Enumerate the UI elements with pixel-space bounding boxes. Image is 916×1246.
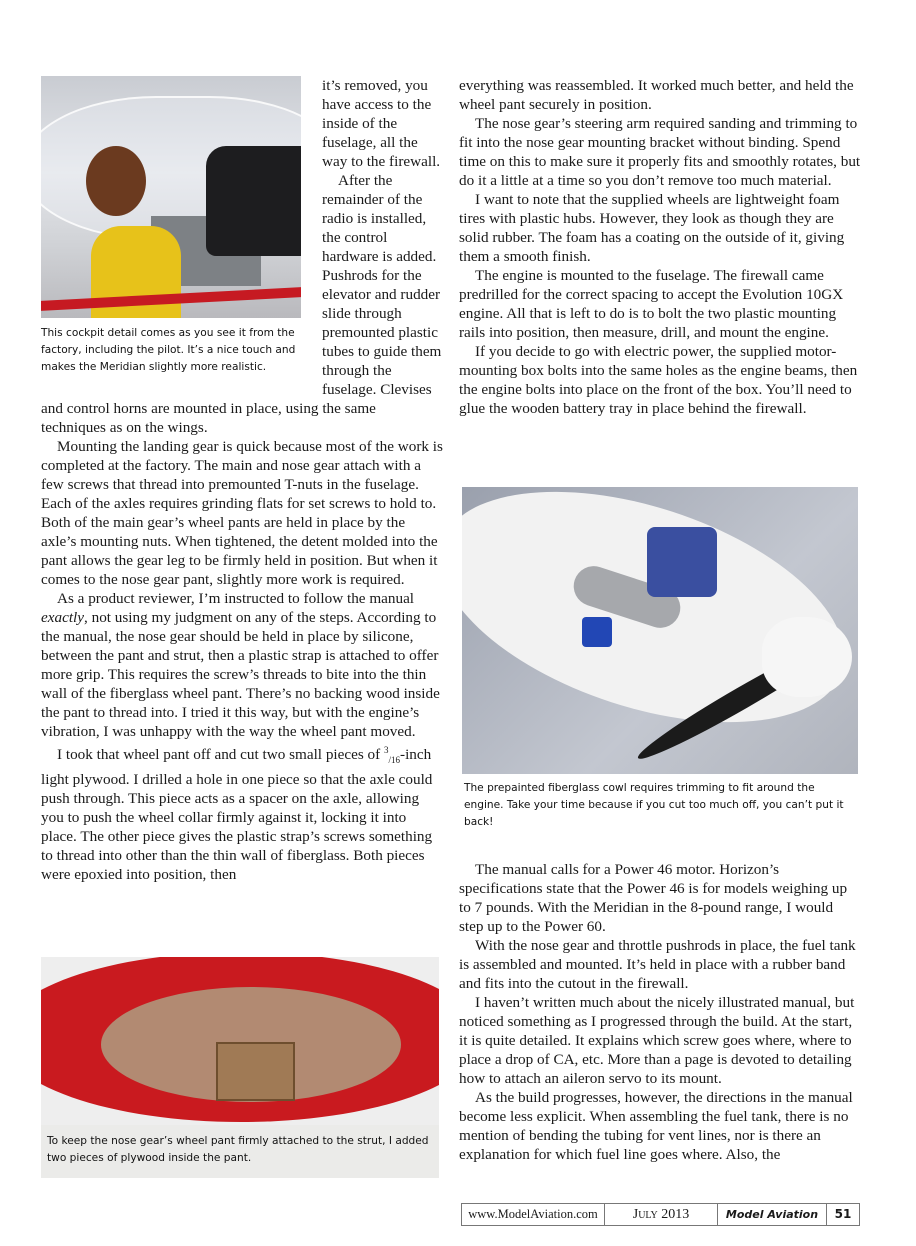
engine-photo (462, 487, 858, 774)
paragraph: it’s removed, you have access to the inside of the fuselage, all the way to the firewall. (322, 77, 441, 170)
paragraph (41, 589, 443, 741)
paragraph: I haven’t written much about the nicely illustrated manual, but noticed something as I progressed through the build. At the start, it is quite detailed. It explains which screw goes where, where to place a drop of CA, etc. More than a page is devoted to detailing how to attach an aileron servo to its mount. (459, 994, 855, 1087)
cockpit-figure (41, 76, 322, 394)
engine-figure (462, 487, 858, 831)
paragraph: With the nose gear and throttle pushrods in place, the fuel tank is assembled and mounted. It’s held in place with a rubber band and fits into the cutout in the firewall. (459, 937, 856, 992)
right-column-lower (459, 860, 861, 1164)
fraction-numerator: 3 (384, 745, 389, 755)
text: , not using my judgment on any of the steps. According to the manual, the nose gear should be held in place by silicone, between the pant and strut, then a plastic strap is attached to offer more grip. This requires the screw’s threads to bite into the thin wall of the fiberglass wheel pant. There’s no backing wood inside the pant to thread into. I tried it this way, but with the engine’s vibration, I was unhappy with the way the wheel pant moved. (41, 609, 440, 740)
text: As a product reviewer, I’m instructed to follow the manual (57, 590, 415, 607)
paragraph: The manual calls for a Power 46 motor. Horizon’s specifications state that the Power 46 is for models weighing up to 7 pounds. With the Meridian in the 8-pound range, I would step up to the Power 60. (459, 861, 848, 935)
paragraph: Mounting the landing gear is quick because most of the work is completed at the factory. The main and nose gear attach with a few screws that thread into premounted T-nuts in the fuselage. Each of the axles requires grinding flats for set screws to hold to. Both of the main gear’s wheel pants are held in place by the axle’s mounting nuts. When tightened, the detent molded into the pant allows the gear leg to be firmly held in position. But when it comes to the nose gear pant, slightly more work is required. (41, 438, 443, 588)
paragraph: If you decide to go with electric power, the supplied motor-mounting box bolts into the same holes as the engine beams, then the engine bolts into place on the front of the box. You’ll need to glue the wooden battery tray in place behind the firewall. (459, 343, 858, 417)
paragraph: After the remainder of the radio is installed, the control hardware is added. Pushrods for the elevator and rudder slide through premounted plastic tubes to guide them through the fuselage. Clevises and control horns are mounted in place, using the same techniques as on the wings. (41, 172, 442, 436)
paragraph: The nose gear’s steering arm required sanding and trimming to fit into the nose gear mounting bracket without binding. Spend time on this to make sure it properly fits and smoothly rotates, but do it a little at a time so you don’t remove too much material. (459, 115, 861, 189)
footer-website: www.ModelAviation.com (462, 1204, 605, 1225)
text: -inch light plywood. I drilled a hole in one piece so that the axle could push through. This piece acts as a spacer on the axle, allowing you to push the wheel collar firmly against it, locking it into place. The other piece gives the plastic strap’s screws something to thread into other than the thin wall of fiberglass. Both pieces were epoxied into position, then (41, 746, 433, 884)
emphasis: exactly (41, 609, 84, 626)
paragraph: everything was reassembled. It worked much better, and held the wheel pant securely in position. (459, 77, 854, 113)
fraction-denominator: /16 (388, 755, 401, 766)
footer-issue: July 2013 (605, 1204, 718, 1225)
left-column (41, 76, 443, 884)
paragraph (41, 741, 443, 884)
wheel-pant-figure (41, 957, 439, 1178)
right-column (459, 76, 861, 418)
page-footer (461, 1203, 860, 1226)
cockpit-caption: This cockpit detail comes as you see it from the factory, including the pilot. It’s a nice touch and makes the Meridian slightly more realistic. (41, 327, 296, 373)
cockpit-photo (41, 76, 301, 318)
wheel-pant-caption: To keep the nose gear’s wheel pant firmly attached to the strut, I added two pieces of plywood inside the pant. (47, 1135, 429, 1164)
text: I took that wheel pant off and cut two small pieces of (57, 746, 385, 764)
paragraph: As the build progresses, however, the directions in the manual become less explicit. When assembling the fuel tank, there is no mention of bending the tubing for vent lines, nor is there an explanation for which fuel line goes where. Also, the (459, 1089, 853, 1163)
paragraph: I want to note that the supplied wheels are lightweight foam tires with plastic hubs. However, they look as though they are solid rubber. The foam has a coating on the outside of it, giving them a smooth finish. (459, 191, 845, 265)
footer-page-number: 51 (834, 1207, 852, 1221)
engine-caption: The prepainted fiberglass cowl requires trimming to fit around the engine. Take your time because if you cut too much off, you can’t put it back! (464, 782, 844, 828)
footer-magazine: Model Aviation (718, 1204, 827, 1225)
wheel-pant-photo (41, 957, 439, 1125)
paragraph: The engine is mounted to the fuselage. The firewall came predrilled for the correct spacing to accept the Evolution 10GX engine. All that is left to do is to bolt the two plastic mounting rails into position, then measure, drill, and mount the engine. (459, 267, 844, 341)
